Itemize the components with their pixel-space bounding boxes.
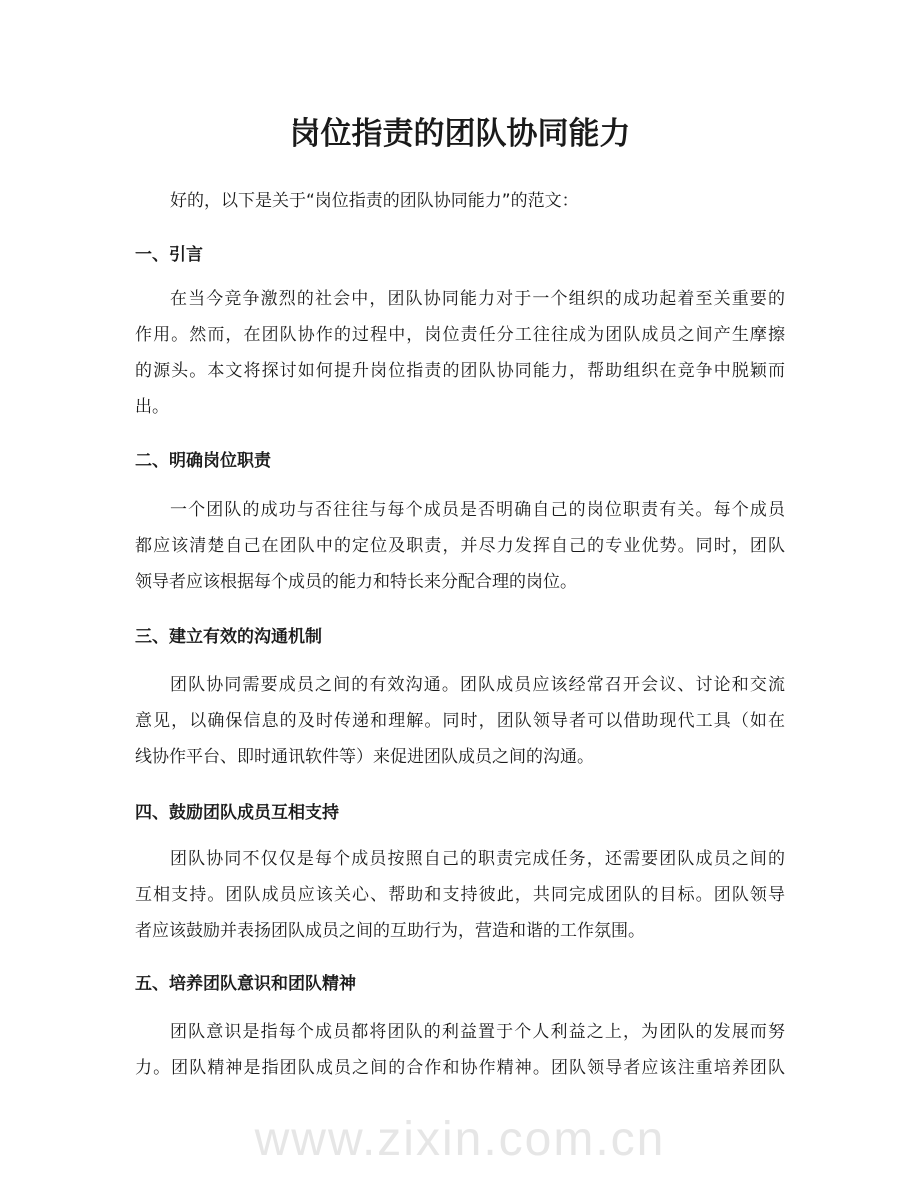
paragraph-line: 团队协同不仅仅是每个成员按照自己的职责完成任务，还需要团队成员之间的 bbox=[170, 849, 785, 869]
section-heading: 二、明确岗位职责 bbox=[135, 451, 271, 471]
paragraph-line: 团队意识是指每个成员都将团队的利益置于个人利益之上，为团队的发展而努 bbox=[170, 1022, 785, 1042]
paragraph-line: 在当今竞争激烈的社会中，团队协同能力对于一个组织的成功起着至关重要的 bbox=[170, 289, 785, 309]
page-title: 岗位指责的团队协同能力 bbox=[289, 116, 631, 152]
paragraph-line: 作用。然而，在团队协作的过程中，岗位责任分工往往成为团队成员之间产生摩擦 bbox=[135, 325, 785, 345]
watermark: www.zixin.com.cn bbox=[254, 1113, 666, 1166]
section-paragraph bbox=[135, 667, 785, 775]
section-paragraph bbox=[135, 1014, 785, 1086]
paragraph-line: 互相支持。团队成员应该关心、帮助和支持彼此，共同完成团队的目标。团队领导 bbox=[135, 885, 785, 905]
section-paragraph bbox=[135, 281, 785, 425]
section-heading: 五、培养团队意识和团队精神 bbox=[135, 974, 356, 994]
paragraph-line: 领导者应该根据每个成员的能力和特长来分配合理的岗位。 bbox=[135, 572, 577, 592]
section-paragraph bbox=[135, 492, 785, 600]
paragraph-line: 者应该鼓励并表扬团队成员之间的互助行为，营造和谐的工作氛围。 bbox=[135, 921, 645, 941]
section-heading: 一、引言 bbox=[135, 245, 203, 265]
paragraph-line: 都应该清楚自己在团队中的定位及职责，并尽力发挥自己的专业优势。同时，团队 bbox=[135, 536, 785, 556]
paragraph-line: 团队协同需要成员之间的有效沟通。团队成员应该经常召开会议、讨论和交流 bbox=[170, 675, 785, 695]
section-paragraph bbox=[135, 841, 785, 949]
paragraph-line: 线协作平台、即时通讯软件等）来促进团队成员之间的沟通。 bbox=[135, 747, 594, 767]
paragraph-line: 一个团队的成功与否往往与每个成员是否明确自己的岗位职责有关。每个成员 bbox=[170, 500, 785, 520]
paragraph-line: 的源头。本文将探讨如何提升岗位指责的团队协同能力，帮助组织在竞争中脱颖而 bbox=[135, 361, 785, 381]
section-heading: 三、建立有效的沟通机制 bbox=[135, 627, 322, 647]
section-heading: 四、鼓励团队成员互相支持 bbox=[135, 803, 339, 823]
intro-text: 好的，以下是关于“岗位指责的团队协同能力”的范文： bbox=[170, 191, 579, 211]
paragraph-line: 意见，以确保信息的及时传递和理解。同时，团队领导者可以借助现代工具（如在 bbox=[135, 711, 785, 731]
paragraph-line: 出。 bbox=[135, 397, 169, 417]
paragraph-line: 力。团队精神是指团队成员之间的合作和协作精神。团队领导者应该注重培养团队 bbox=[135, 1058, 785, 1078]
